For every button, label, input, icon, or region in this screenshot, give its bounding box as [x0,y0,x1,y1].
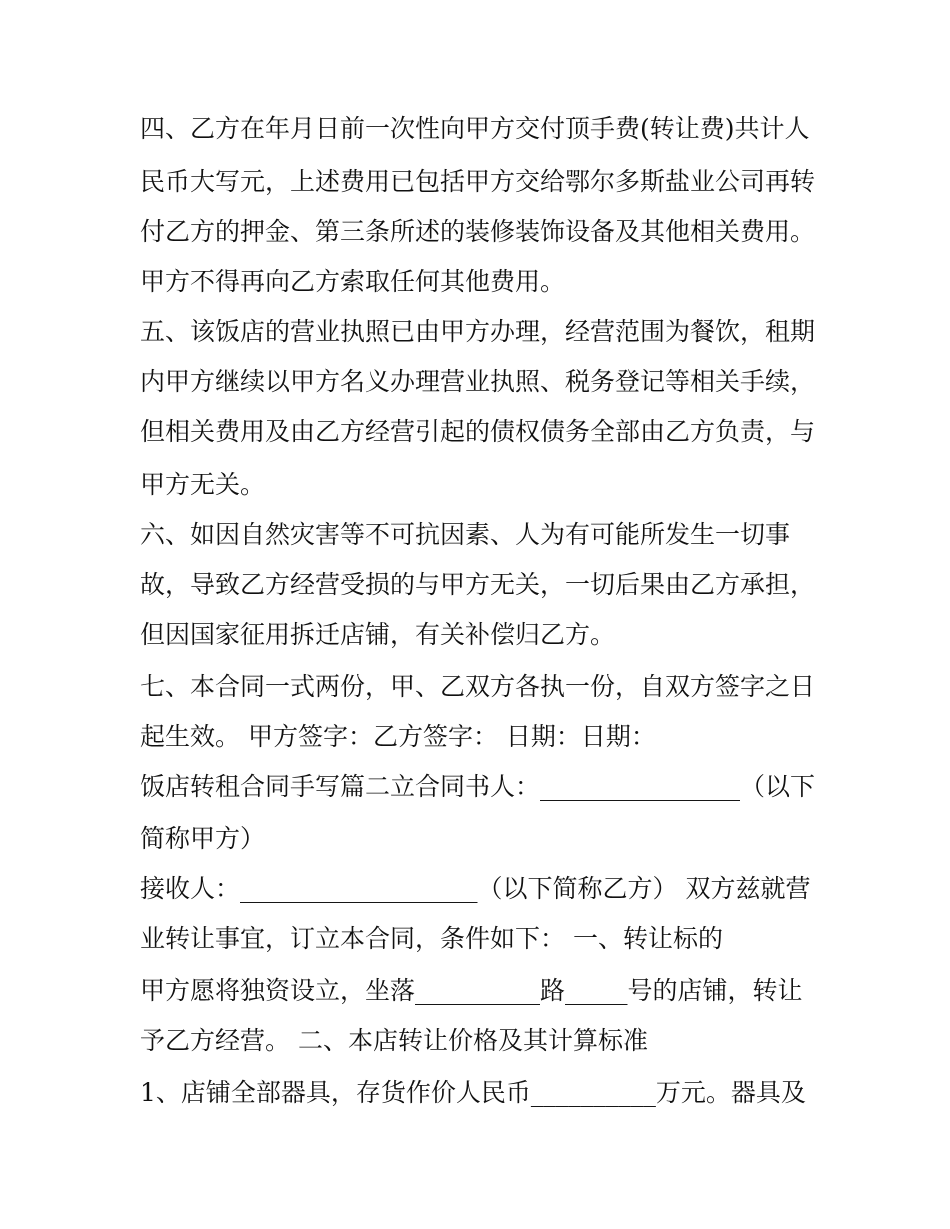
text-line: 简称甲方） [140,824,266,853]
text-line: 甲方愿将独资设立，坐落__________路_____号的店铺，转让 [140,976,803,1005]
text-line: 予乙方经营。 二、本店转让价格及其计算标准 [140,1026,648,1055]
text-line: 接收人：___________________（以下简称乙方） 双方兹就营 [140,874,811,903]
text-line: 甲方无关。 [140,470,266,499]
text-line: 起生效。 甲方签字：乙方签字： 日期：日期： [140,722,656,751]
text-line: 甲方不得再向乙方索取任何其他费用。 [140,267,566,296]
text-line: 饭店转租合同手写篇二立合同书人：________________（以下 [140,772,816,801]
text-line: 1、店铺全部器具，存货作价人民币__________万元。器具及 [140,1078,806,1107]
text-line: 内甲方继续以甲方名义办理营业执照、税务登记等相关手续， [140,367,816,396]
text-line: 但因国家征用拆迁店铺，有关补偿归乙方。 [140,620,616,649]
text-line: 四、乙方在年月日前一次性向甲方交付顶手费(转让费)共计人 [140,114,810,143]
text-line: 七、本合同一式两份，甲、乙双方各执一份，自双方签字之日 [140,672,816,701]
text-line: 故，导致乙方经营受损的与甲方无关，一切后果由乙方承担， [140,570,816,599]
text-line: 付乙方的押金、第三条所述的装修装饰设备及其他相关费用。 [140,217,816,246]
text-line: 六、如因自然灾害等不可抗因素、人为有可能所发生一切事 [140,520,791,549]
text-line: 五、该饭店的营业执照已由甲方办理，经营范围为餐饮，租期 [140,317,816,346]
text-line: 业转让事宜，订立本合同，条件如下： 一、转让标的 [140,924,723,953]
text-line: 民币大写元，上述费用已包括甲方交给鄂尔多斯盐业公司再转 [140,167,816,196]
text-line: 但相关费用及由乙方经营引起的债权债务全部由乙方负责，与 [140,417,816,446]
